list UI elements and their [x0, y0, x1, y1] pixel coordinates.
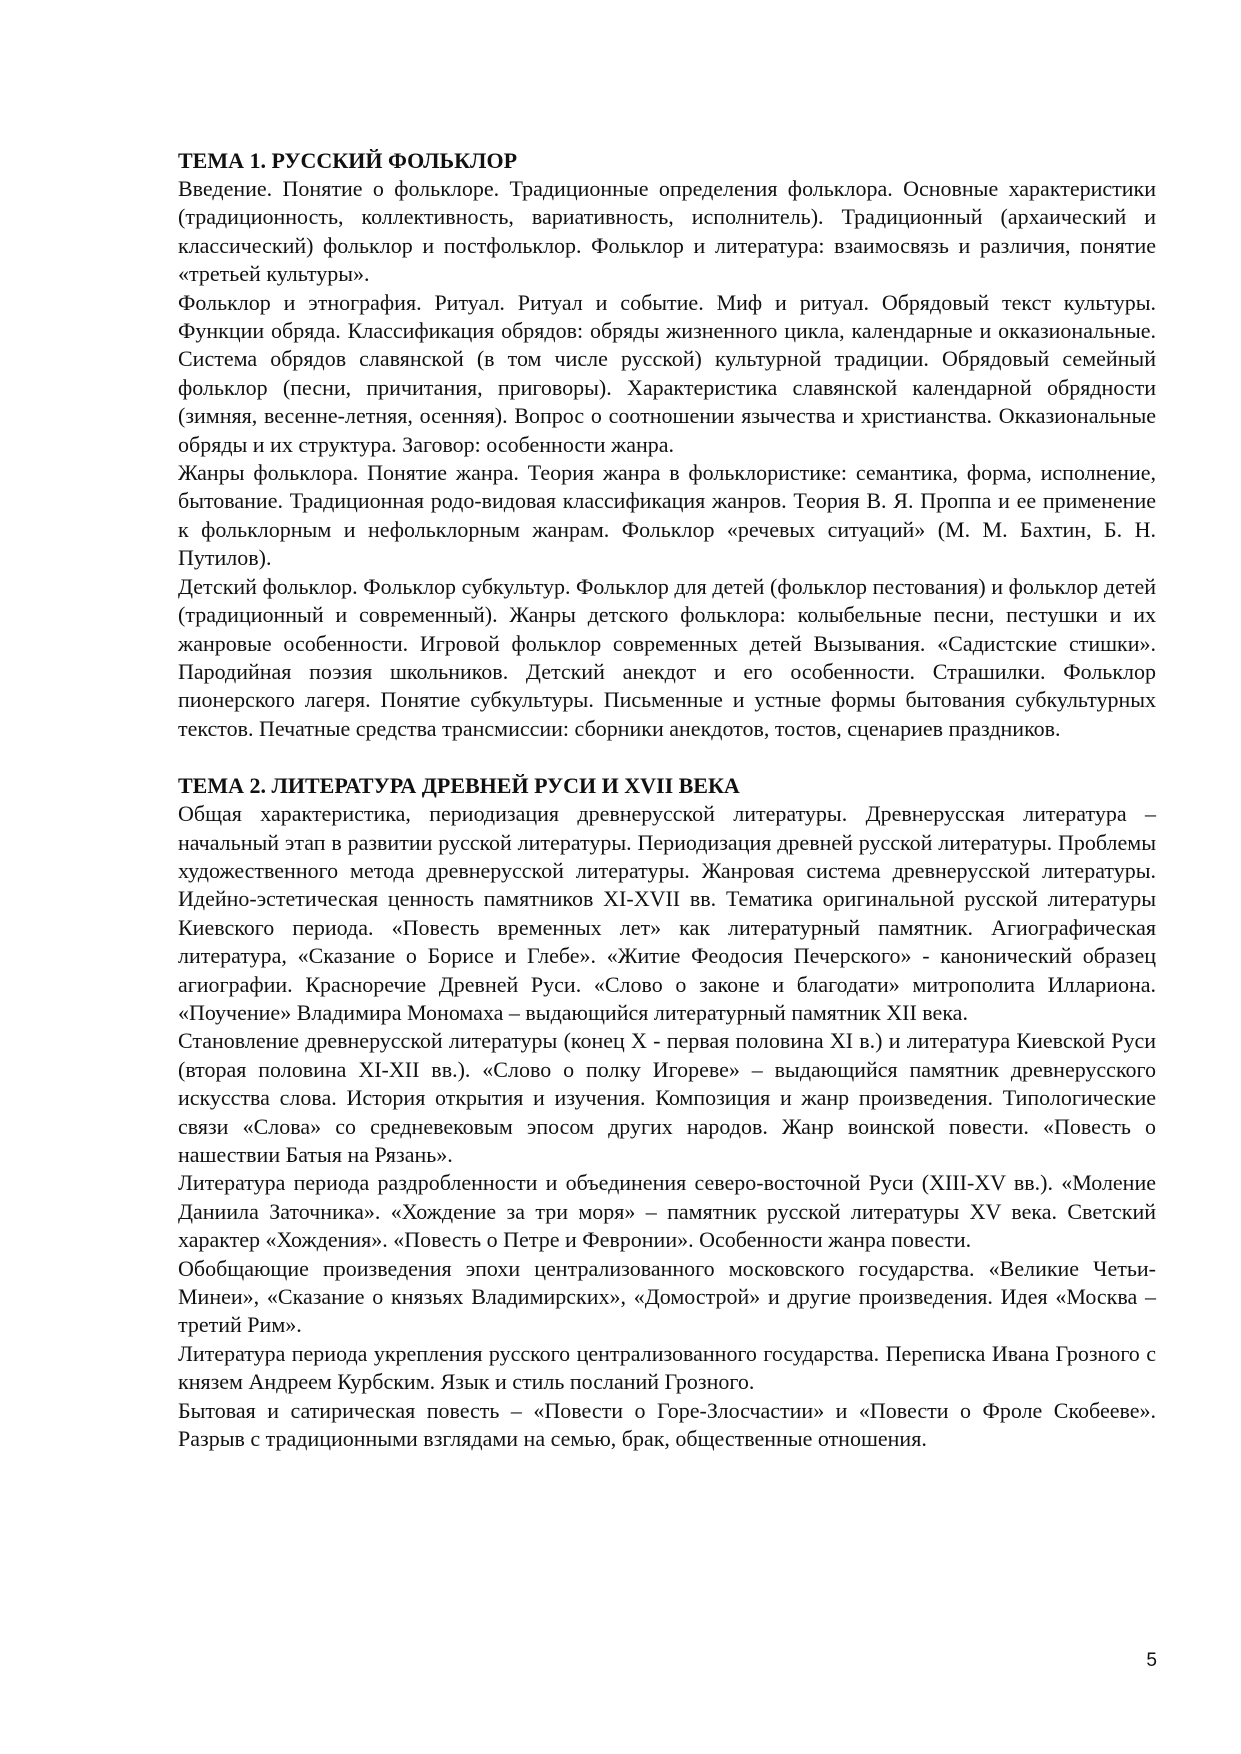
page-content — [178, 146, 1156, 1453]
paragraph-strengthening-period: Литература периода укрепления русского централизованного государства. Переписка Ивана Грозного с князем Андреем Курбским. Язык и стиль посланий Грозного. — [178, 1340, 1156, 1395]
section-divider — [178, 743, 1156, 771]
section-title-topic-2: ТЕМА 2. ЛИТЕРАТУРА ДРЕВНЕЙ РУСИ И XVII ВЕКА — [178, 773, 740, 799]
paragraph-fragmentation-period: Литература периода раздробленности и объединения северо-восточной Руси (XIII-XV вв.). «Моление Даниила Заточника». «Хождение за три моря» – памятник русской литературы XV века. Светский характер «Хождения». «Повесть о Петре и Февронии». Особенности жанра повести. — [178, 1170, 1156, 1253]
page-number: 5 — [1146, 1650, 1157, 1671]
paragraph-genres: Жанры фольклора. Понятие жанра. Теория жанра в фольклористике: семантика, форма, исполнение, бытование. Традиционная родо-видовая классификация жанров. Теория В. Я. Проппа и ее применение к фольклорным и нефольклорным жанрам. Фольклор «речевых ситуаций» (М. М. Бахтин, Б. Н. Путилов). — [178, 460, 1156, 571]
paragraph-introduction: Введение. Понятие о фольклоре. Традиционные определения фольклора. Основные характеристики (традиционность, коллективность, вариативность, исполнитель). Традиционный (архаический и классический) фольклор и постфольклор. Фольклор и литература: взаимосвязь и различия, понятие «третьей культуры». — [178, 176, 1156, 287]
paragraph-moscow-state: Обобщающие произведения эпохи централизованного московского государства. «Великие Четьи-Минеи», «Сказание о князьях Владимирских», «Домострой» и другие произведения. Идея «Москва – третий Рим». — [178, 1255, 1156, 1338]
paragraph-childrens-folklore: Детский фольклор. Фольклор субкультур. Фольклор для детей (фольклор пестования) и фольклор детей (традиционный и современный). Жанры детского фольклора: колыбельные песни, пестушки и их жанровые особенности. Игровой фольклор современных детей Вызывания. «Садистские стишки». Пародийная поэзия школьников. Детский анекдот и его особенности. Страшилки. Фольклор пионерского лагеря. Понятие субкультуры. Письменные и устные формы бытования субкультурных текстов. Печатные средства трансмиссии: сборники анекдотов, тостов, сценариев праздников. — [178, 573, 1156, 741]
paragraph-kievan-rus: Становление древнерусской литературы (конец X - первая половина XI в.) и литература Киевской Руси (вторая половина XI-XII вв.). «Слово о полку Игореве» – выдающийся памятник древнерусского искусства слова. История открытия и изучения. Композиция и жанр произведения. Типологические связи «Слова» со средневековым эпосом других народов. Жанр воинской повести. «Повесть о нашествии Батыя на Рязань». — [178, 1028, 1156, 1167]
section-title-topic-1: ТЕМА 1. РУССКИЙ ФОЛЬКЛОР — [178, 148, 518, 173]
paragraph-general-characteristics: Общая характеристика, периодизация древнерусской литературы. Древнерусская литература – начальный этап в развитии русской литературы. Периодизация древней русской литературы. Проблемы художественного метода древнерусской литературы. Жанровая система древнерусской литературы. Идейно-эстетическая ценность памятников XI-XVII вв. Тематика оригинальной русской литературы Киевского периода. «Повесть временных лет» как литературный памятник. Агиографическая литература, «Сказание о Борисе и Глебе». «Житие Феодосия Печерского» - канонический образец агиографии. Красноречие Древней Руси. «Слово о законе и благодати» митрополита Иллариона. «Поучение» Владимира Мономаха – выдающийся литературный памятник XII века. — [178, 801, 1156, 1025]
paragraph-satirical-tale: Бытовая и сатирическая повесть – «Повести о Горе-Злосчастии» и «Повести о Фроле Скобееве». Разрыв с традиционными взглядами на семью, брак, общественные отношения. — [178, 1397, 1156, 1452]
paragraph-ethnography: Фольклор и этнография. Ритуал. Ритуал и событие. Миф и ритуал. Обрядовый текст культуры. Функции обряда. Классификация обрядов: обряды жизненного цикла, календарные и окказиональные. Система обрядов славянской (в том числе русской) культурной традиции. Обрядовый семейный фольклор (песни, причитания, приговоры). Характеристика славянской календарной обрядности (зимняя, весенне-летняя, осенняя). Вопрос о соотношении язычества и христианства. Окказиональные обряды и их структура. Заговор: особенности жанра. — [178, 289, 1156, 457]
